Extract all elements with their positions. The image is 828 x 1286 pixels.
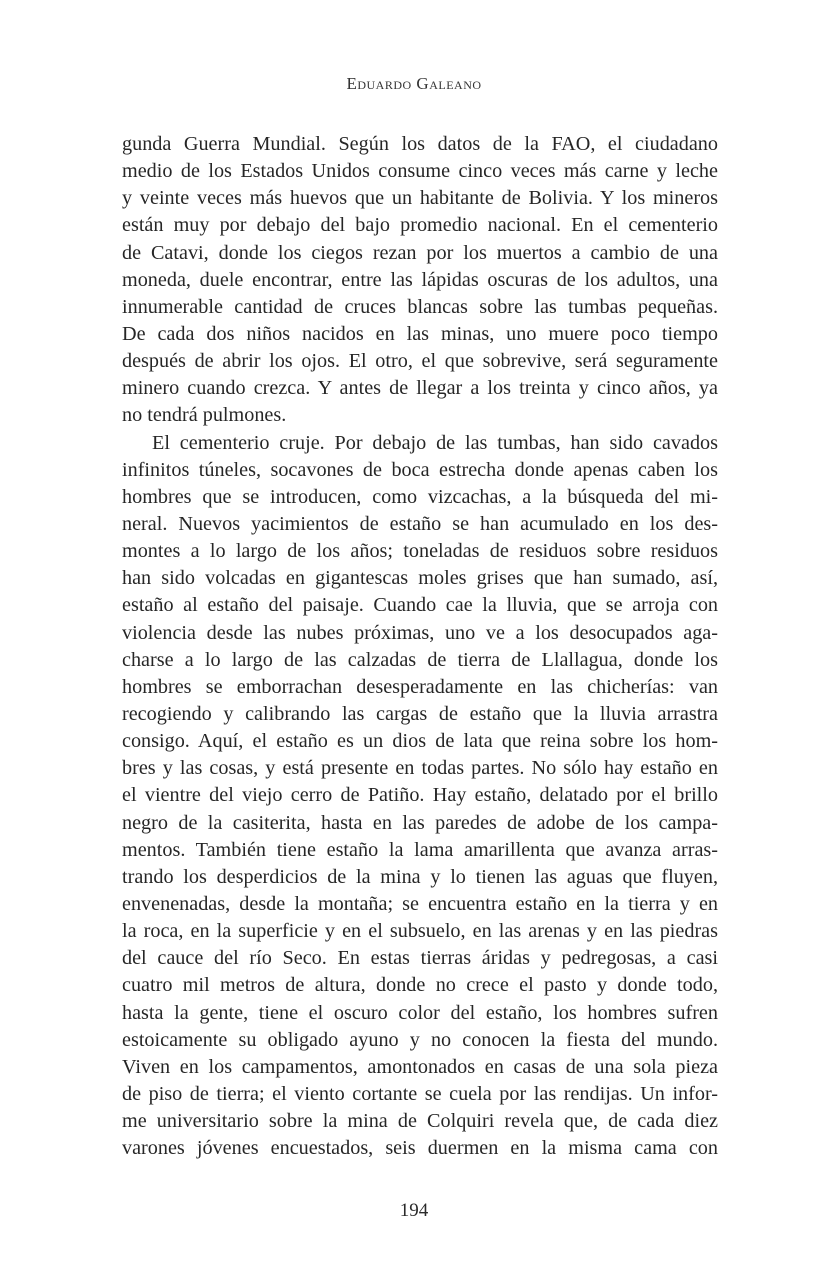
text-line: medio de los Estados Unidos consume cinco veces más carne y leche xyxy=(122,160,718,183)
text-line: infinitos túneles, socavones de boca estrecha donde apenas caben los xyxy=(122,458,718,481)
text-line: hasta la gente, tiene el oscuro color del estaño, los hombres sufren xyxy=(122,1001,718,1024)
text-line: hombres se emborrachan desesperadamente en las chicherías: van xyxy=(122,675,718,698)
text-line: moneda, duele encontrar, entre las lápidas oscuras de los adultos, una xyxy=(122,268,718,291)
running-header: Eduardo Galeano xyxy=(346,74,482,93)
text-line: De cada dos niños nacidos en las minas, uno muere poco tiempo xyxy=(122,322,718,345)
text-line: negro de la casiterita, hasta en las paredes de adobe de los campa- xyxy=(122,811,718,834)
text-line: varones jóvenes encuestados, seis duermen en la misma cama con xyxy=(122,1137,718,1160)
text-line: el vientre del viejo cerro de Patiño. Hay estaño, delatado por el brillo xyxy=(122,784,718,807)
text-line: recogiendo y calibrando las cargas de estaño que la lluvia arrastra xyxy=(122,702,718,725)
page-number: 194 xyxy=(399,1200,429,1221)
text-line: mentos. También tiene estaño la lama amarillenta que avanza arras- xyxy=(122,838,718,861)
text-line: El cementerio cruje. Por debajo de las tumbas, han sido cavados xyxy=(152,431,718,454)
text-line: estoicamente su obligado ayuno y no conocen la fiesta del mundo. xyxy=(122,1028,718,1051)
text-line: de piso de tierra; el viento cortante se cuela por las rendijas. Un infor- xyxy=(122,1082,718,1105)
text-line: la roca, en la superficie y en el subsuelo, en las arenas y en las piedras xyxy=(122,920,718,943)
text-line: envenenadas, desde la montaña; se encuentra estaño en la tierra y en xyxy=(122,892,718,915)
body-text xyxy=(122,131,718,1162)
text-line: trando los desperdicios de la mina y lo tienen las aguas que fluyen, xyxy=(122,865,718,888)
text-line: cuatro mil metros de altura, donde no crece el pasto y donde todo, xyxy=(122,974,718,997)
text-line: gunda Guerra Mundial. Según los datos de la FAO, el ciudadano xyxy=(122,133,718,155)
text-line: del cauce del río Seco. En estas tierras áridas y pedregosas, a casi xyxy=(122,947,718,970)
text-line: consigo. Aquí, el estaño es un dios de lata que reina sobre los hom- xyxy=(122,730,718,753)
text-line: neral. Nuevos yacimientos de estaño se han acumulado en los des- xyxy=(122,512,718,535)
text-line: montes a lo largo de los años; toneladas de residuos sobre residuos xyxy=(122,540,718,563)
text-line: me universitario sobre la mina de Colquiri revela que, de cada diez xyxy=(122,1110,718,1133)
text-line: estaño al estaño del paisaje. Cuando cae la lluvia, que se arroja con xyxy=(122,594,718,617)
paragraph-1 xyxy=(122,131,718,430)
text-line: no tendrá pulmones. xyxy=(122,404,287,427)
text-line: después de abrir los ojos. El otro, el que sobrevive, será seguramente xyxy=(122,350,718,373)
text-line: de Catavi, donde los ciegos rezan por los muertos a cambio de una xyxy=(122,241,718,264)
text-line: y veinte veces más huevos que un habitante de Bolivia. Y los mineros xyxy=(122,187,718,210)
text-line: innumerable cantidad de cruces blancas sobre las tumbas pequeñas. xyxy=(122,295,718,318)
text-line: charse a lo largo de las calzadas de tierra de Llallagua, donde los xyxy=(122,648,718,671)
text-line: minero cuando crezca. Y antes de llegar a los treinta y cinco años, ya xyxy=(122,377,718,400)
text-line: han sido volcadas en gigantescas moles grises que han sumado, así, xyxy=(122,567,718,590)
text-line: hombres que se introducen, como vizcachas, a la búsqueda del mi- xyxy=(122,485,718,508)
text-line: están muy por debajo del bajo promedio nacional. En el cementerio xyxy=(122,214,718,237)
text-line: violencia desde las nubes próximas, uno ve a los desocupados aga- xyxy=(122,621,718,644)
text-line: bres y las cosas, y está presente en todas partes. No sólo hay estaño en xyxy=(122,757,718,780)
text-line: Viven en los campamentos, amontonados en casas de una sola pieza xyxy=(122,1055,718,1078)
paragraph-2 xyxy=(122,430,718,1163)
